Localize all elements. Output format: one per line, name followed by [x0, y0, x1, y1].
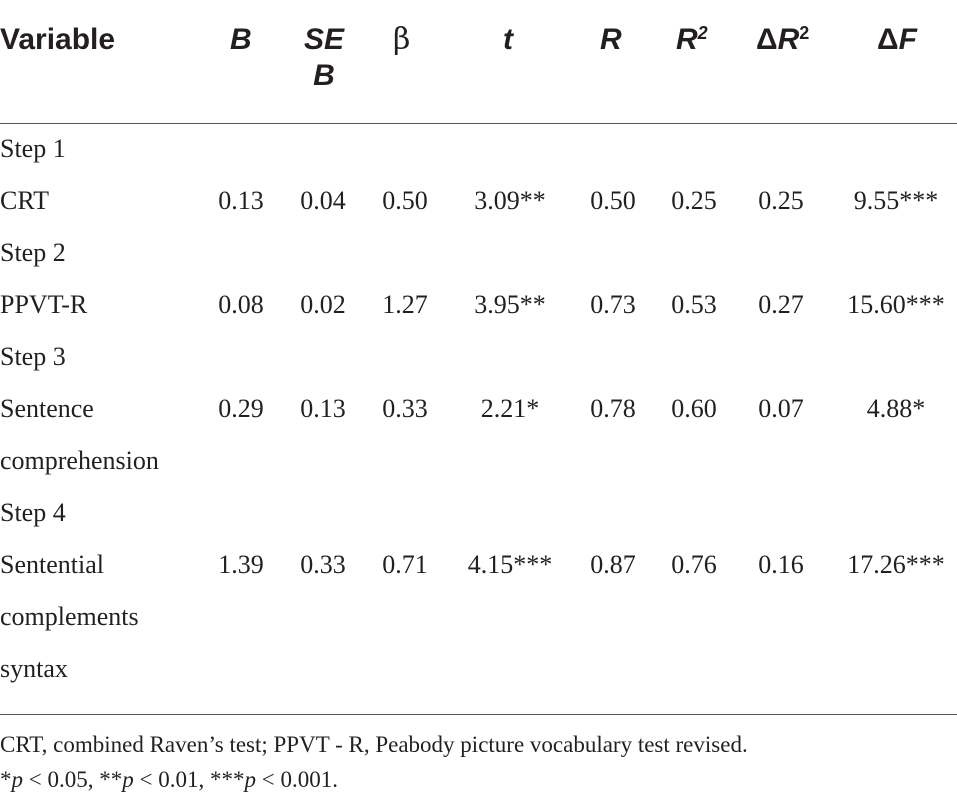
cell-t: 4.15*** — [467, 550, 553, 579]
cell-se-b: 0.02 — [300, 290, 346, 319]
cell-r: 0.73 — [590, 290, 636, 319]
cell-se-b: 0.04 — [300, 186, 346, 215]
footnote-text: * — [0, 767, 12, 792]
cell-r-squared: 0.25 — [671, 186, 717, 215]
cell-t: 3.09** — [474, 186, 546, 215]
header-delta-r-squared-delta: Δ — [756, 23, 778, 56]
step-label: Step 4 — [0, 498, 66, 527]
cell-beta: 0.50 — [382, 186, 428, 215]
cell-delta-r-squared: 0.27 — [758, 290, 804, 319]
step-label: Step 1 — [0, 134, 66, 163]
header-delta-f-base: F — [898, 23, 917, 56]
cell-b: 0.29 — [218, 394, 264, 423]
cell-beta: 0.33 — [382, 394, 428, 423]
header-r: R — [600, 23, 622, 56]
step-label: Step 3 — [0, 342, 66, 371]
header-se-b-line1: SE — [303, 23, 345, 56]
footnote-p: p — [11, 767, 23, 792]
footnote-p: p — [122, 767, 134, 792]
cell-delta-r-squared: 0.25 — [758, 186, 804, 215]
variable-name: PPVT-R — [0, 290, 88, 319]
variable-name-continuation: complements — [0, 602, 139, 631]
header-r-squared-base: R — [676, 23, 698, 56]
header-delta-r-squared — [756, 22, 809, 58]
cell-b: 1.39 — [218, 550, 264, 579]
cell-delta-f: 9.55*** — [853, 186, 939, 215]
cell-r: 0.50 — [590, 186, 636, 215]
footnote-text: < 0.01, *** — [133, 767, 245, 792]
cell-delta-f: 17.26*** — [847, 550, 945, 579]
cell-delta-r-squared: 0.07 — [758, 394, 804, 423]
cell-beta: 1.27 — [382, 290, 428, 319]
variable-name: Sentential — [0, 550, 104, 579]
header-delta-r-squared-sup: 2 — [799, 23, 810, 44]
header-t: t — [503, 23, 513, 56]
variable-name-continuation: comprehension — [0, 446, 159, 475]
header-delta-f-delta: Δ — [877, 23, 899, 56]
cell-r-squared: 0.60 — [671, 394, 717, 423]
cell-t: 2.21* — [480, 394, 540, 423]
cell-se-b: 0.13 — [300, 394, 346, 423]
footer-divider — [0, 714, 957, 715]
footnote-text: < 0.05, ** — [23, 767, 123, 792]
cell-delta-f: 15.60*** — [847, 290, 945, 319]
footnote-p: p — [244, 767, 256, 792]
cell-se-b: 0.33 — [300, 550, 346, 579]
header-divider — [0, 123, 957, 124]
cell-r: 0.78 — [590, 394, 636, 423]
header-variable: Variable — [0, 23, 116, 56]
variable-name: CRT — [0, 186, 50, 215]
cell-t: 3.95** — [474, 290, 546, 319]
header-se-b-line2: B — [313, 59, 335, 92]
cell-beta: 0.71 — [382, 550, 428, 579]
header-r-squared — [676, 22, 708, 58]
variable-name: Sentence — [0, 394, 94, 423]
cell-r-squared: 0.76 — [671, 550, 717, 579]
cell-b: 0.13 — [218, 186, 264, 215]
header-delta-r-squared-base: R — [777, 23, 800, 56]
header-b: B — [230, 23, 252, 56]
step-label: Step 2 — [0, 238, 66, 267]
cell-delta-f: 4.88* — [866, 394, 926, 423]
header-delta-f — [877, 22, 917, 58]
variable-name-continuation: syntax — [0, 654, 68, 683]
header-r-squared-sup: 2 — [697, 23, 708, 44]
table-footnote-significance — [0, 765, 338, 795]
header-beta: β — [393, 22, 411, 57]
cell-delta-r-squared: 0.16 — [758, 550, 804, 579]
header-se-b — [294, 22, 354, 94]
footnote-text: < 0.001. — [255, 767, 338, 792]
cell-b: 0.08 — [218, 290, 264, 319]
table-footnote-abbreviations: CRT, combined Raven’s test; PPVT - R, Peabody picture vocabulary test revised. — [0, 732, 748, 757]
cell-r: 0.87 — [590, 550, 636, 579]
cell-r-squared: 0.53 — [671, 290, 717, 319]
